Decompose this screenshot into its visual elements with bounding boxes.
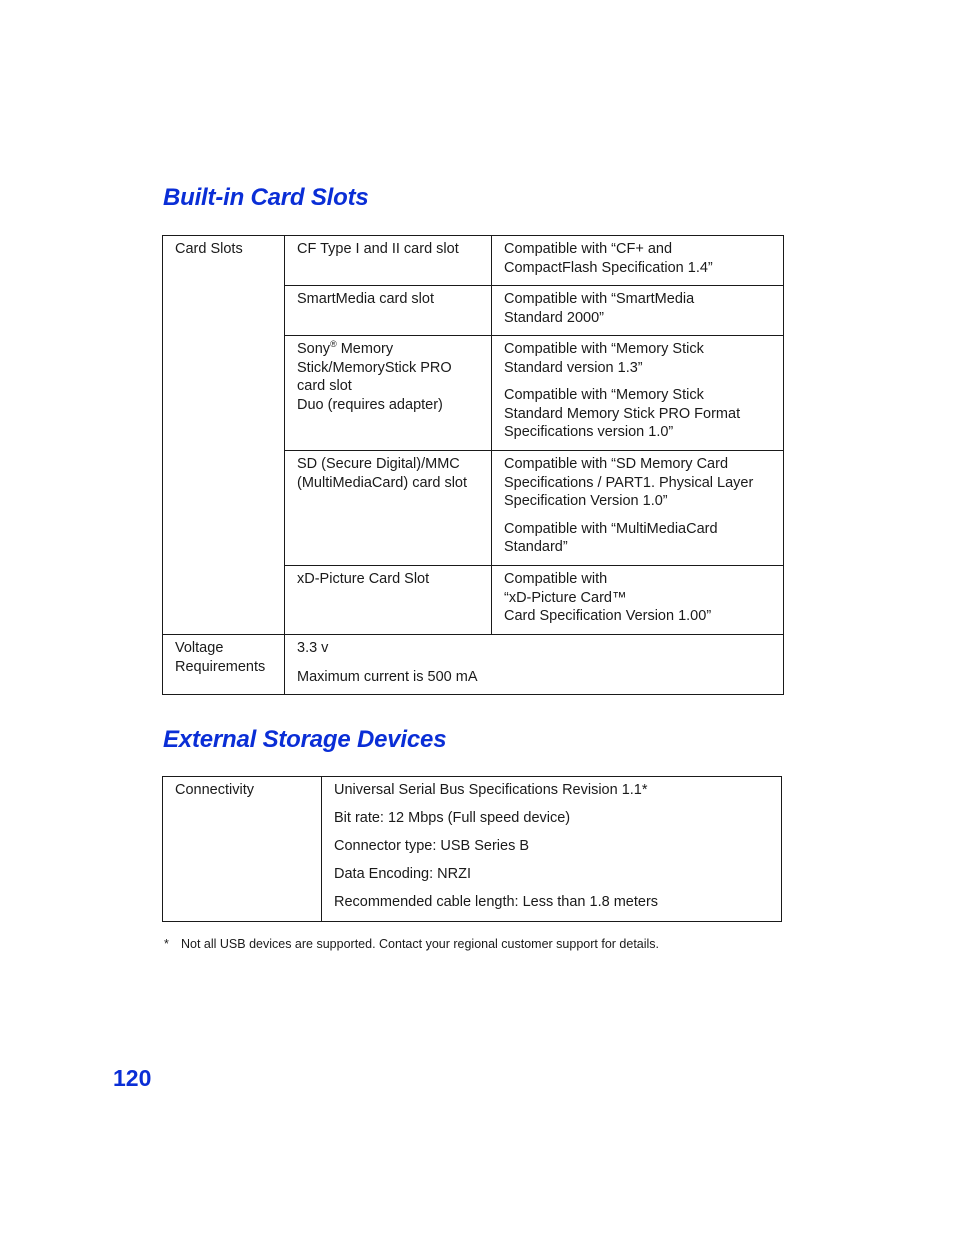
compat-paragraph: [504, 240, 771, 277]
compat-line: Standard Memory Stick PRO Format: [504, 405, 741, 422]
table-row: [163, 635, 784, 695]
compat-line: Standard 2000”: [504, 309, 604, 326]
compat-line: Standard”: [504, 539, 568, 555]
section-heading-storage: External Storage Devices: [163, 726, 447, 753]
slot-name-cell: [285, 336, 492, 451]
compat-line: Compatible with: [504, 571, 608, 587]
slot-name-cell: [285, 566, 492, 635]
compat-paragraph: [504, 570, 771, 626]
slot-compat-cell: [492, 286, 784, 336]
slot-name-line: Duo (requires adapter): [297, 396, 443, 413]
slot-compat-cell: [492, 451, 784, 566]
footnote: [164, 936, 659, 952]
slot-compat-cell: [492, 236, 784, 286]
slot-name-line: card slot: [297, 378, 352, 394]
slot-name-line: [297, 340, 479, 359]
connectivity-label: Connectivity: [175, 782, 254, 798]
compat-line: Standard version 1.3”: [504, 359, 643, 376]
row-label-card-slots: [163, 236, 285, 635]
slot-name-cell: [285, 451, 492, 566]
slot-name-line: (MultiMediaCard) card slot: [297, 474, 468, 491]
voltage-label-line: Requirements: [175, 658, 266, 675]
compat-line: Compatible with “SD Memory Card: [504, 456, 729, 472]
table-row: [163, 777, 782, 922]
usb-spec-line: Universal Serial Bus Specifications Revision 1.1*: [334, 782, 648, 798]
compat-paragraph: [504, 455, 771, 511]
compat-line: “xD-Picture Card™: [504, 589, 627, 606]
footnote-mark: *: [164, 937, 169, 951]
page-number: 120: [113, 1065, 152, 1091]
connectivity-value-cell: [322, 777, 782, 922]
slot-compat-cell: [492, 336, 784, 451]
compat-paragraph: [504, 290, 771, 327]
usb-spec-line: Bit rate: 12 Mbps (Full speed device): [334, 810, 571, 826]
card-slots-table: [162, 235, 784, 695]
compat-line: Specifications version 1.0”: [504, 424, 674, 440]
slot-name-cell: [285, 286, 492, 336]
usb-spec-line: Data Encoding: NRZI: [334, 866, 472, 882]
footnote-text: Not all USB devices are supported. Contact your regional customer support for details.: [181, 937, 660, 951]
section-heading-card-slots: Built-in Card Slots: [163, 184, 369, 211]
compat-line: Compatible with “MultiMediaCard: [504, 520, 718, 537]
slot-compat-cell: [492, 566, 784, 635]
slot-name-line: SmartMedia card slot: [297, 291, 434, 307]
compat-line: Compatible with “Memory Stick: [504, 387, 704, 403]
compat-line: Compatible with “SmartMedia: [504, 291, 695, 307]
max-current: Maximum current is 500 mA: [297, 668, 478, 685]
sony-brand: Sony: [297, 341, 331, 357]
storage-table: [162, 776, 782, 922]
table-row: [163, 236, 784, 286]
compat-line: Compatible with “CF+ and: [504, 241, 673, 257]
slot-name-cell: [285, 236, 492, 286]
compat-line: Specification Version 1.0”: [504, 493, 668, 509]
sony-name-rest: Memory: [336, 341, 394, 357]
slot-name-line: Stick/MemoryStick PRO: [297, 359, 452, 376]
compat-paragraph: [504, 340, 771, 377]
slot-name-line: SD (Secure Digital)/MMC: [297, 456, 460, 472]
row-label-voltage: [163, 635, 285, 695]
slot-name-line: xD-Picture Card Slot: [297, 571, 430, 587]
compat-paragraph: [504, 520, 771, 557]
slot-name-line: CF Type I and II card slot: [297, 241, 459, 257]
usb-spec-line: Connector type: USB Series B: [334, 838, 530, 854]
card-slots-label: Card Slots: [175, 241, 243, 257]
usb-spec-line: Recommended cable length: Less than 1.8 meters: [334, 894, 659, 910]
compat-line: Card Specification Version 1.00”: [504, 608, 712, 624]
voltage-value: 3.3 v: [297, 640, 329, 656]
compat-paragraph: [504, 386, 771, 442]
voltage-label-line: Voltage: [175, 640, 224, 656]
voltage-value-cell: [285, 635, 784, 695]
compat-line: Compatible with “Memory Stick: [504, 341, 704, 357]
compat-line: Specifications / PART1. Physical Layer: [504, 474, 754, 491]
compat-line: CompactFlash Specification 1.4”: [504, 259, 713, 276]
registered-mark: ®: [330, 339, 337, 349]
connectivity-label-cell: [163, 777, 322, 922]
